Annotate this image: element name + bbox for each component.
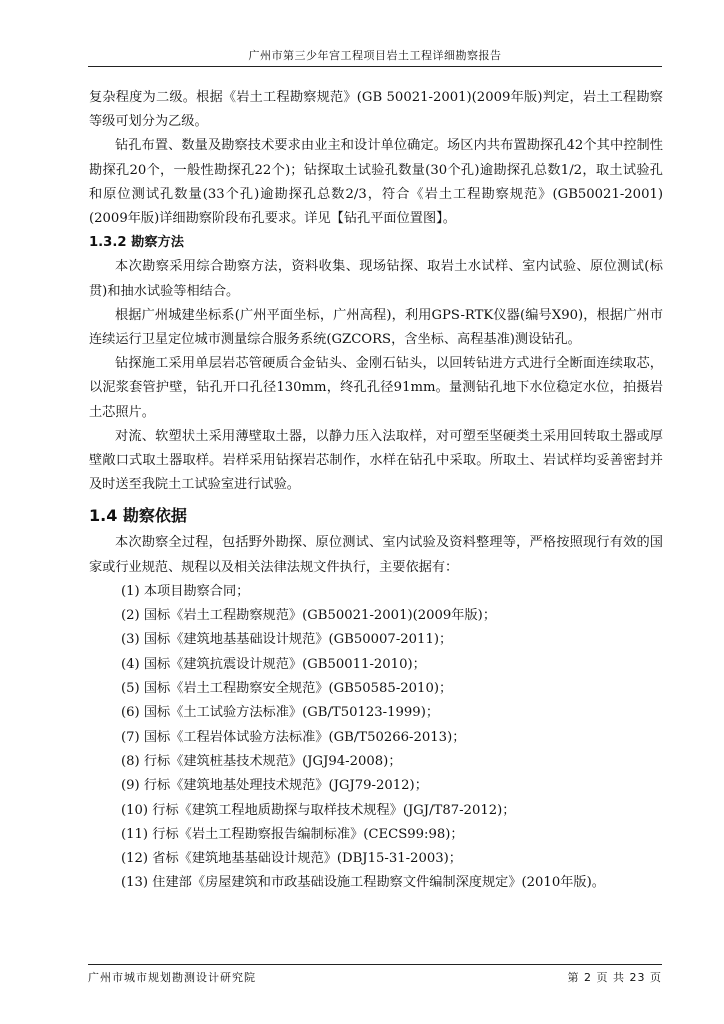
section-heading-survey-method: 1.3.2 勘察方法 [89,235,184,251]
paragraph-drilling: 钻探施工采用单层岩芯管硬质合金钻头、金刚石钻头，以回转钻进方式进行全断面连续取芯，以泥浆套管护壁，钻孔开口孔径130mm，终孔孔径91mm。量测钻孔地下水位稳定水位，拍摄岩土芯照片。 [89,356,663,420]
paragraph-coordinate-system: 根据广州城建坐标系(广州平面坐标，广州高程)，利用GPS-RTK仪器(编号X90)，根据广州市连续运行卫星定位城市测量综合服务系统(GZCORS，含坐标、高程基准)测设钻孔。 [89,307,663,348]
paragraph-borehole-layout: 钻孔布置、数量及勘察技术要求由业主和设计单位确定。场区内共布置勘探孔42个其中控制性勘探孔20个，一般性勘探孔22个)；钻探取土试验孔数量(30个孔)逾勘探孔总数1/2，取土试验孔和原位测试孔数量(33个孔)逾勘探孔总数2/3，符合《岩土工程勘察规范》(GB50021-2001)(2009年版)详细勘察阶段布孔要求。详见【钻孔平面位置图】。 [89,138,663,227]
list-item: (6) 国标《土工试验方法标准》(GB/T50123-1999)； [121,705,440,721]
list-item: (9) 行标《建筑地基处理技术规范》(JGJ79-2012)； [121,778,428,794]
list-item: (11) 行标《岩土工程勘察报告编制标准》(CECS99:98)； [121,826,464,842]
institute-name: 广州市城市规划勘测设计研究院 [88,971,256,984]
basis-list [89,580,663,896]
page-number: 第 2 页 共 23 页 [567,971,662,984]
list-item: (10) 行标《建筑工程地质勘探与取样技术规程》(JGJ/T87-2012)； [121,802,516,818]
paragraph-basis-intro: 本次勘察全过程，包括野外勘探、原位测试、室内试验及资料整理等，严格按照现行有效的国家或行业规范、规程以及相关法律法规文件执行，主要依据有： [89,535,663,575]
page-footer [88,964,662,987]
list-item: (12) 省标《建筑地基基础设计规范》(DBJ15-31-2003)； [121,851,462,867]
list-item: (5) 国标《岩土工程勘察安全规范》(GB50585-2010)； [121,681,453,697]
list-item: (13) 住建部《房屋建筑和市政基础设施工程勘察文件编制深度规定》(2010年版)。 [121,875,605,891]
list-item: (2) 国标《岩土工程勘察规范》(GB50021-2001)(2009年版)； [121,608,497,624]
page-header [88,46,662,67]
paragraph-sampling: 对流、软塑状土采用薄壁取土器，以静力压入法取样，对可塑至坚硬类土采用回转取土器或厚壁敞口式取土器取样。岩样采用钻探岩芯制作，水样在钻孔中采取。所取土、岩试样均妥善密封并及时送至我院土工试验室进行试验。 [89,428,663,493]
page-content [89,86,663,896]
section-heading-survey-basis: 1.4 勘察依据 [89,506,187,526]
list-item: (4) 国标《建筑抗震设计规范》(GB50011-2010)； [121,656,426,672]
paragraph-comprehensive-method: 本次勘察采用综合勘察方法，资料收集、现场钻探、取岩土水试样、室内试验、原位测试(标贯)和抽水试验等相结合。 [89,259,663,299]
list-item: (3) 国标《建筑地基基础设计规范》(GB50007-2011)； [121,632,453,648]
list-item: (1) 本项目勘察合同； [121,583,250,599]
report-title: 广州市第三少年宫工程项目岩土工程详细勘察报告 [248,49,502,62]
list-item: (7) 国标《工程岩体试验方法标准》(GB/T50266-2013)； [121,729,466,745]
list-item: (8) 行标《建筑桩基技术规范》(JGJ94-2008)； [121,753,402,769]
paragraph-complexity: 复杂程度为二级。根据《岩土工程勘察规范》(GB 50021-2001)(2009年版)判定，岩土工程勘察等级可划分为乙级。 [89,90,663,130]
